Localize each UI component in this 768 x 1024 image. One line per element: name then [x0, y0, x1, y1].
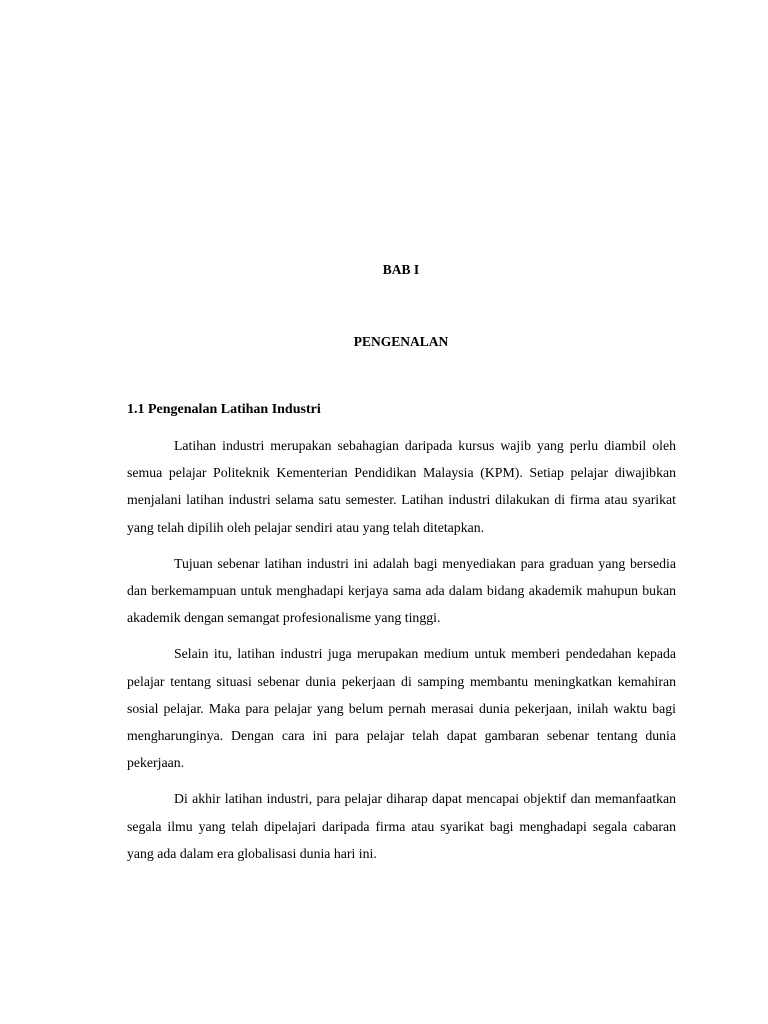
paragraph-2: Tujuan sebenar latihan industri ini adalah bagi menyediakan para graduan yang bersedia dan berkemampuan untuk menghadapi kerjaya sama ada dalam bidang akademik mahupun bukan akademik dengan semangat profesionalisme yang tinggi.	[127, 555, 676, 626]
paragraph-1: Latihan industri merupakan sebahagian daripada kursus wajib yang perlu diambil oleh semua pelajar Politeknik Kementerian Pendidikan Malaysia (KPM). Setiap pelajar diwajibkan menjalani latihan industri selama satu semester. Latihan industri dilakukan di firma atau syarikat yang telah dipilih oleh pelajar sendiri atau yang telah ditetapkan.	[127, 438, 676, 535]
section-heading: 1.1 Pengenalan Latihan Industri	[127, 402, 321, 417]
paragraph-4: Di akhir latihan industri, para pelajar diharap dapat mencapai objektif dan memanfaatkan segala ilmu yang telah dipelajari daripada firma atau syarikat bagi menghadapi segala cabaran yang ada dalam era globalisasi dunia hari ini.	[127, 791, 676, 861]
paragraph-3: Selain itu, latihan industri juga merupakan medium untuk memberi pendedahan kepada pelajar tentang situasi sebenar dunia pekerjaan di samping membantu meningkatkan kemahiran sosial pelajar. Maka para pelajar yang belum pernah merasai dunia pekerjaan, inilah waktu bagi mengharunginya. Dengan cara ini para pelajar telah dapat gambaran sebenar tentang dunia pekerjaan.	[127, 646, 676, 771]
body-text	[127, 432, 676, 876]
chapter-title: PENGENALAN	[353, 334, 449, 349]
chapter-number: BAB I	[382, 262, 420, 277]
